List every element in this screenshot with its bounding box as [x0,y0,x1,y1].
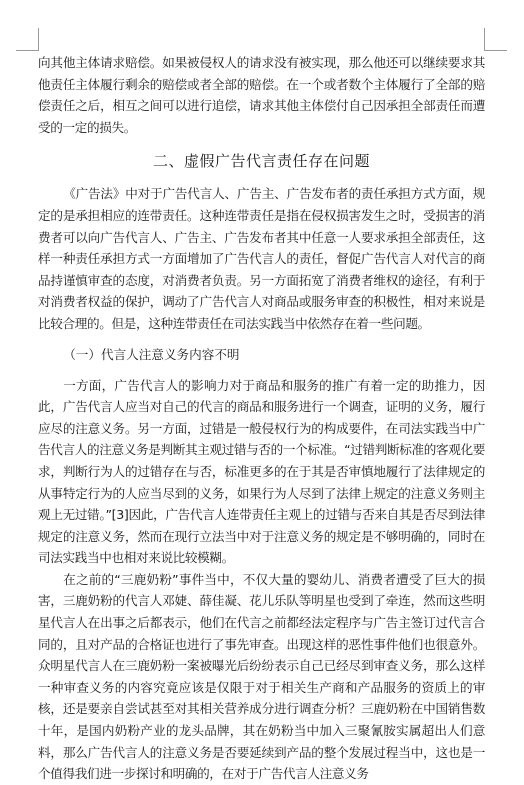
crop-mark-top-right [484,28,507,51]
paragraph-2: 一方面，广告代言人的影响力对于商品和服务的推广有着一定的助推力，因此，广告代言人应当对自己的代言的商品和服务进行一个调查，证明的义务，履行应尽的注意义务。另一方面，过错是一般侵权行为的构成要件，在司法实践当中广告代言人的注意义务是判断其主观过错与否的一个标准。“过错判断标准的客观化要求，判断行为人的过错存在与否，标准更多的在于其是否审慎地履行了法律规定的从事特定行为的人应当尽到的义务，如果行为人尽到了法律上规定的注意义务则主观上无过错。”[3]因此，广告代言人连带责任主观上的过错与否来自其是否尽到法律规定的注意义务，然而在现行立法当中对于注意义务的规定是不够明确的，同时在司法实践当中也相对来说比较模糊。 [38,377,485,566]
section-heading: 二、虚假广告代言责任存在问题 [152,152,370,171]
crop-mark-top-left [16,28,39,51]
document-page [38,52,485,785]
paragraph-1: 《广告法》中对于广告代言人、广告主、广告发布者的责任承担方式方面，规定的是承担相应的连带责任。这种连带责任是指在侵权损害发生之时，受损害的消费者可以向广告代言人、广告主、广告发布者其中任意一人要求承担全部责任，这样一种责任承担方式一方面增加了广告代言人的责任，督促广告代言人对代言的商品持谨慎审查的态度，对消费者负责。另一方面拓宽了消费者维权的途径，有利于对消费者权益的保护，调动了广告代言人对商品或服务审查的积极性，相对来说是比较合理的。但是，这种连带责任在司法实践当中依然存在着一些问题。 [38,186,485,331]
paragraph-3: 在之前的“三鹿奶粉”事件当中，不仅大量的婴幼儿、消费者遭受了巨大的损害，三鹿奶粉的代言人邓婕、薛佳凝、花儿乐队等明星也受到了牵连，然而这些明星代言人在出事之后都表示，他们在代言之前都经法定程序与广告主签订过代言合同的，且对产品的合格证也进行了事先审查。出现这样的恶性事件他们也很意外。众明星代言人在三鹿奶粉一案被曝光后纷纷表示自己已经尽到审查义务，那么这样一种审查义务的内容究竟应该是仅限于对于相关生产商和产品服务的资质上的审核，还是要亲自尝试甚至对其相关营养成分进行调查分析？三鹿奶粉在中国销售数十年，是国内奶粉产业的龙头品牌，其在奶粉当中加入三聚氰胺实属超出人们意料，那么广告代言人的注意义务是否要延续到产品的整个发展过程当中，这也是一个值得我们进一步探讨和明确的，在对于广告代言人注意义务 [38,571,485,782]
subsection-heading: （一）代言人注意义务内容不明 [63,346,240,362]
intro-paragraph: 向其他主体请求赔偿。如果被侵权人的请求没有被实现，那么他还可以继续要求其他责任主体履行剩余的赔偿或者全部的赔偿。在一个或者数个主体履行了全部的赔偿责任之后，相互之间可以进行追偿，请求其他主体偿付自己因承担全部责任而遭受的一定的损失。 [38,55,485,135]
